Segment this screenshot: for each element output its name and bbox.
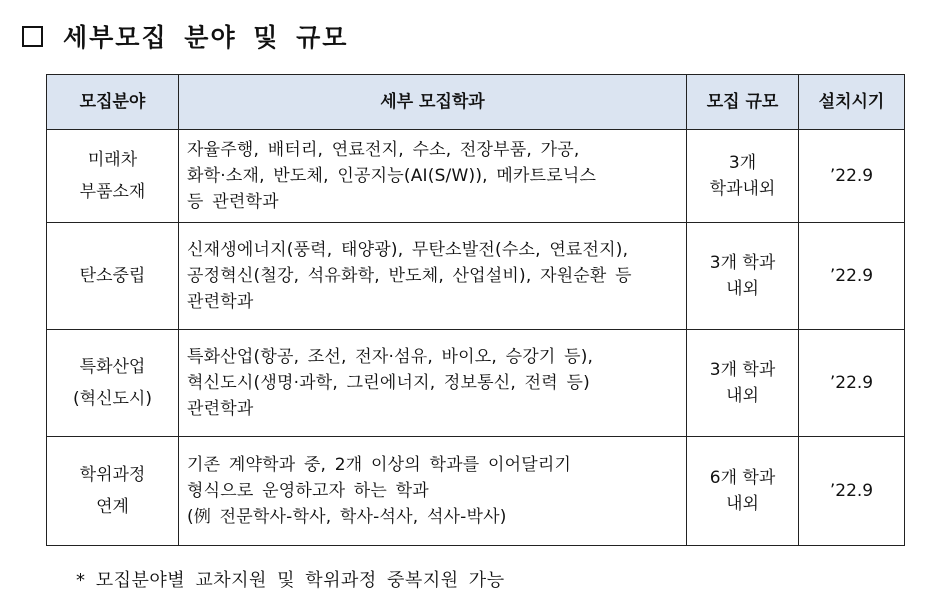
department-line: 신재생에너지(풍력, 태양광), 무탄소발전(수소, 연료전지), — [187, 240, 629, 260]
scale-cell — [687, 130, 799, 223]
department-line: 자율주행, 배터리, 연료전지, 수소, 전장부품, 가공, — [187, 140, 580, 160]
department-line: 혁신도시(생명·과학, 그린에너지, 정보통신, 전력 등) — [187, 373, 590, 393]
table-row — [47, 130, 905, 223]
table-row — [47, 223, 905, 330]
departments-cell — [179, 437, 687, 546]
department-line: 등 관련학과 — [187, 192, 279, 212]
field-label: 미래차 — [87, 150, 138, 170]
table-row — [47, 330, 905, 437]
department-line: 관련학과 — [187, 399, 254, 419]
timing-cell: ’22.9 — [799, 437, 905, 546]
scale-cell — [687, 437, 799, 546]
header-departments: 세부 모집학과 — [179, 75, 687, 130]
field-cell — [47, 330, 179, 437]
scale-value: 학과내외 — [709, 179, 776, 199]
department-line: 공정혁신(철강, 석유화학, 반도체, 산업설비), 자원순환 등 — [187, 266, 632, 286]
department-line: 형식으로 운영하고자 하는 학과 — [187, 481, 429, 501]
header-timing: 설치시기 — [799, 75, 905, 130]
recruitment-table — [46, 74, 905, 546]
field-cell — [47, 223, 179, 330]
scale-value: 내외 — [726, 494, 759, 514]
departments-cell — [179, 330, 687, 437]
departments-cell — [179, 223, 687, 330]
departments-cell — [179, 130, 687, 223]
header-field: 모집분야 — [47, 75, 179, 130]
department-line: 특화산업(항공, 조선, 전자·섬유, 바이오, 승강기 등), — [187, 347, 594, 367]
section-heading — [22, 16, 348, 56]
scale-value: 내외 — [726, 386, 759, 406]
scale-value: 6개 학과 — [709, 468, 776, 488]
department-line: 관련학과 — [187, 292, 254, 312]
field-cell — [47, 437, 179, 546]
footnote: * 모집분야별 교차지원 및 학위과정 중복지원 가능 — [76, 570, 505, 591]
header-scale: 모집 규모 — [687, 75, 799, 130]
table-header-row — [47, 75, 905, 130]
field-cell — [47, 130, 179, 223]
checkbox-icon — [22, 26, 43, 47]
department-line: 화학·소재, 반도체, 인공지능(AI(S/W)), 메카트로닉스 — [187, 166, 597, 186]
scale-cell — [687, 223, 799, 330]
timing-cell: ’22.9 — [799, 130, 905, 223]
department-line: (例 전문학사-학사, 학사-석사, 석사-박사) — [187, 507, 507, 527]
scale-value: 3개 학과 — [709, 253, 776, 273]
field-label: 연계 — [96, 497, 129, 517]
department-line: 기존 계약학과 중, 2개 이상의 학과를 이어달리기 — [187, 455, 572, 475]
scale-cell — [687, 330, 799, 437]
table-row — [47, 437, 905, 546]
timing-cell: ’22.9 — [799, 330, 905, 437]
scale-value: 내외 — [726, 279, 759, 299]
scale-value: 3개 — [728, 153, 757, 173]
field-label: 탄소중립 — [79, 266, 146, 286]
timing-cell: ’22.9 — [799, 223, 905, 330]
field-label: 부품소재 — [79, 182, 146, 202]
field-label: (혁신도시) — [73, 389, 152, 409]
field-label: 학위과정 — [79, 465, 146, 485]
section-title: 세부모집 분야 및 규모 — [63, 23, 349, 52]
scale-value: 3개 학과 — [709, 360, 776, 380]
field-label: 특화산업 — [79, 357, 146, 377]
